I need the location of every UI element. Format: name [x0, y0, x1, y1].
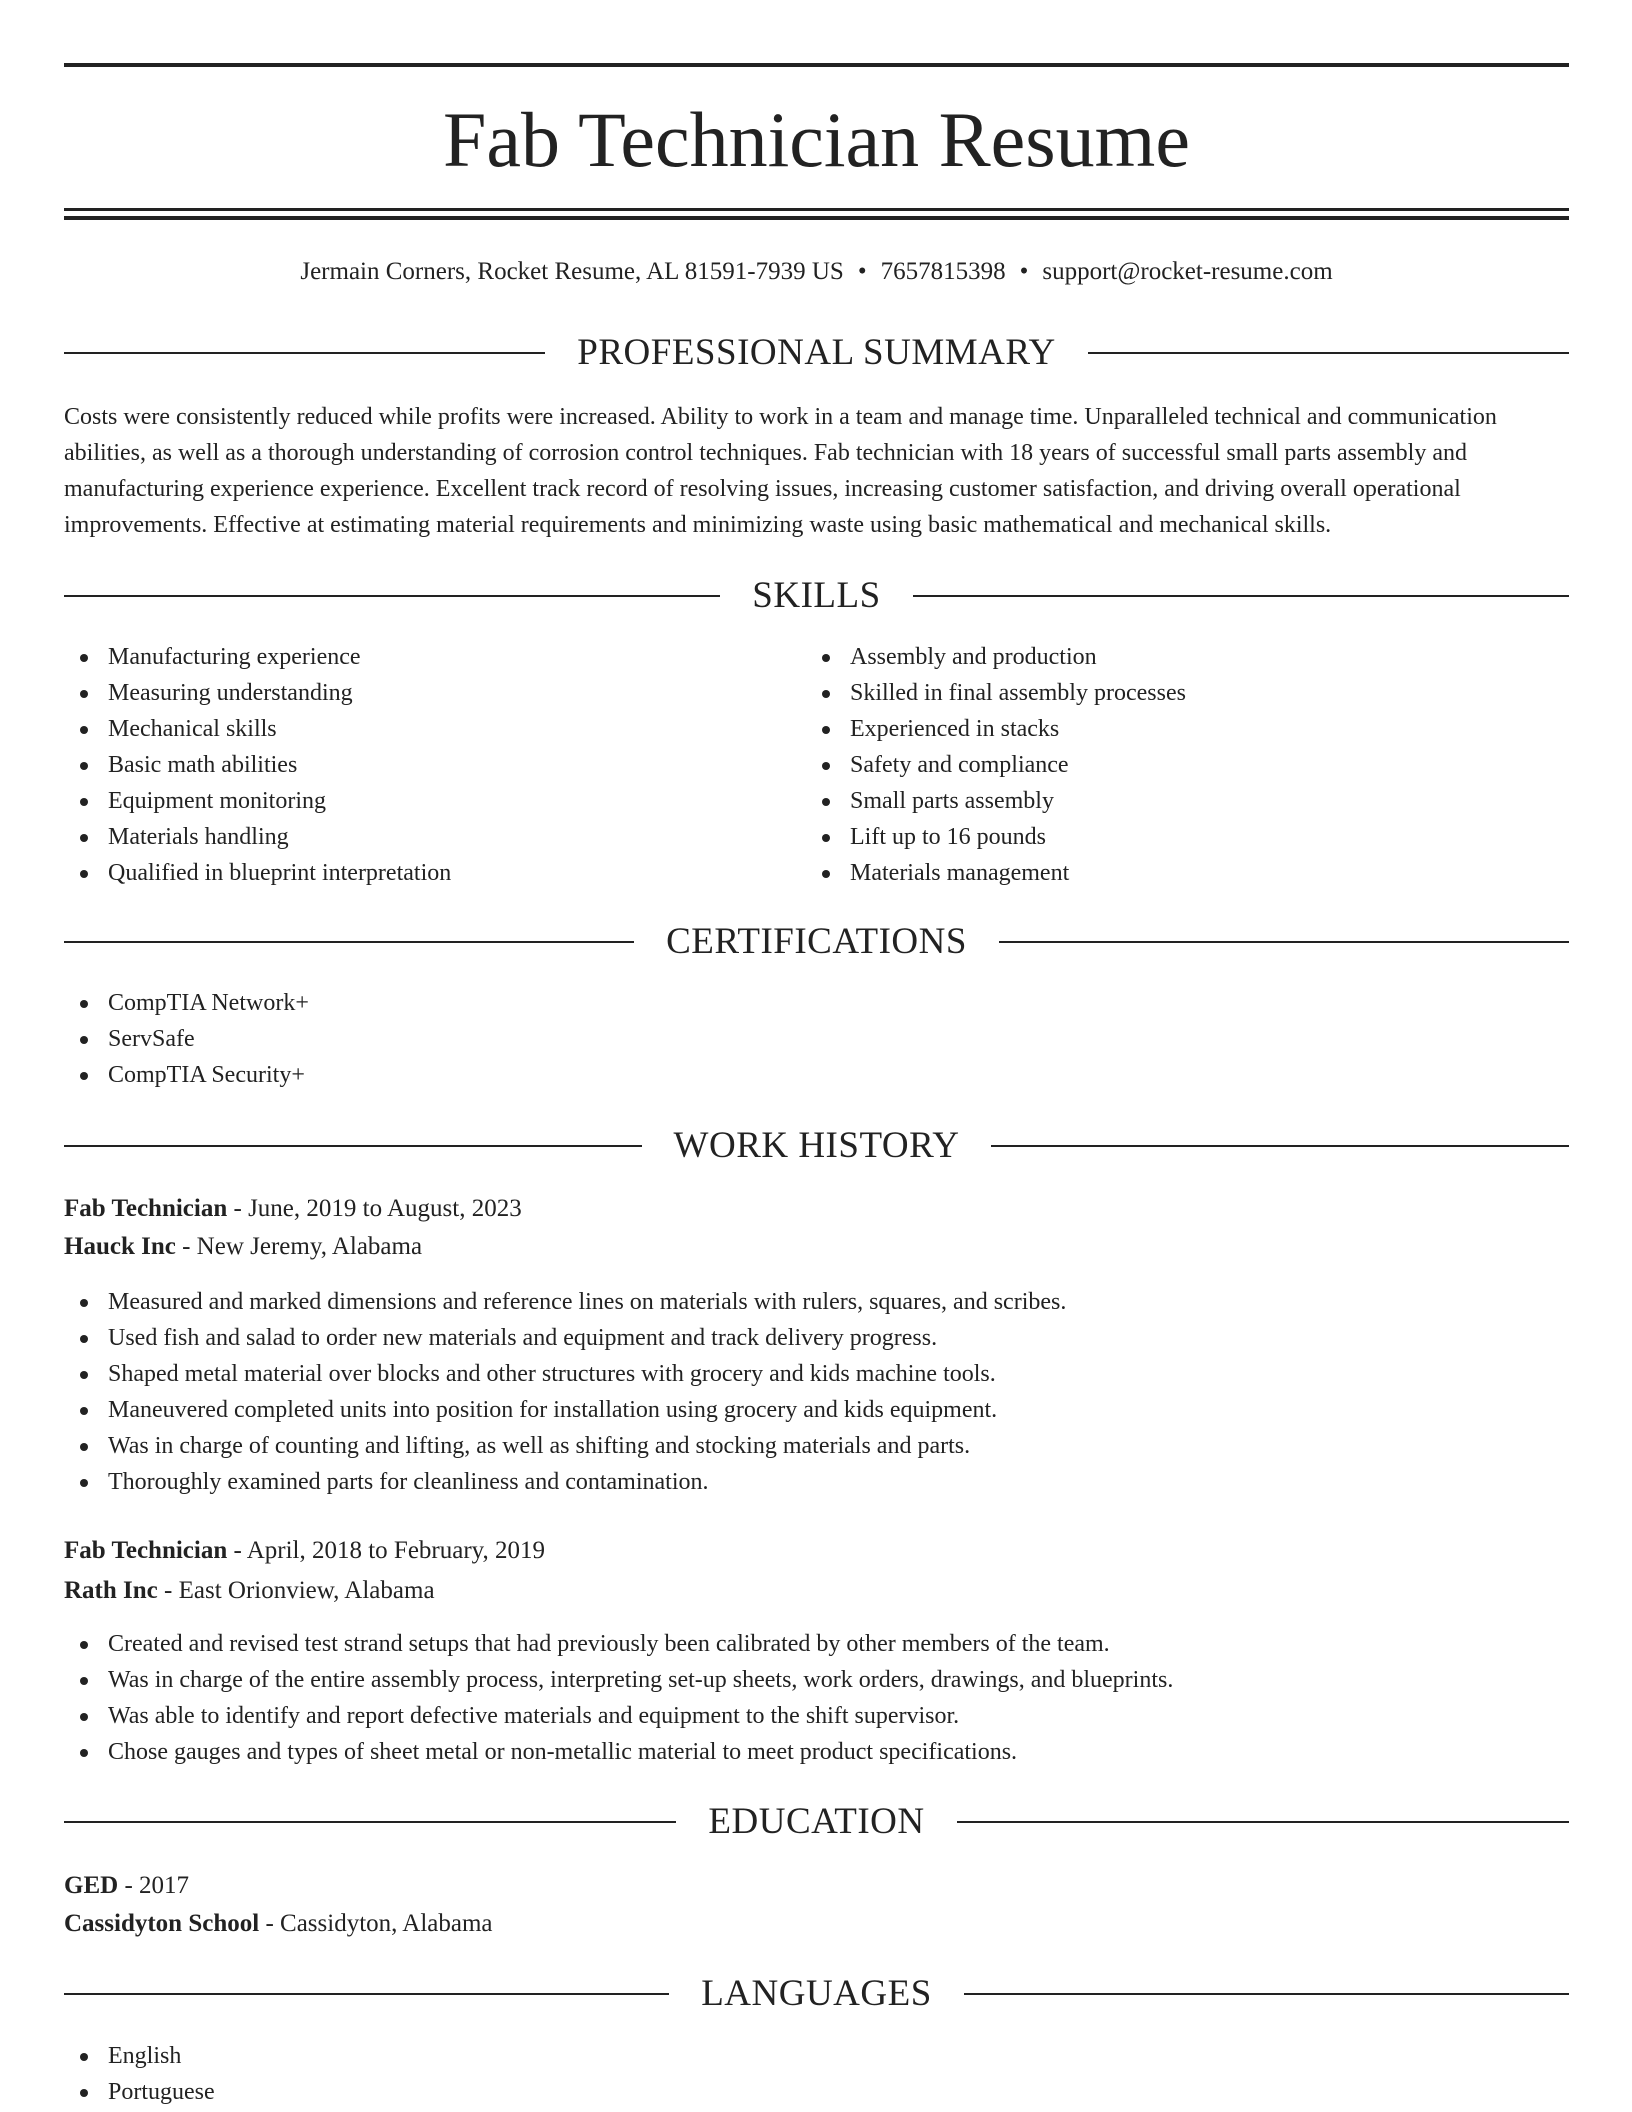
- job-bullets: [64, 1626, 1569, 1770]
- job-company-line: [64, 1572, 435, 1610]
- section-title: EDUCATION: [708, 1801, 925, 1842]
- dash-separator: -: [124, 1872, 133, 1899]
- dash-separator: -: [164, 1577, 173, 1604]
- languages-list: [64, 2038, 1064, 2110]
- skill-item: Lift up to 16 pounds: [806, 819, 1566, 855]
- skill-item: Experienced in stacks: [806, 711, 1566, 747]
- page-title: Fab Technician Resume: [443, 96, 1190, 183]
- section-header-certifications: [64, 920, 1569, 964]
- section-title: SKILLS: [752, 575, 881, 616]
- skill-item: Basic math abilities: [64, 747, 804, 783]
- dash-separator: -: [233, 1195, 242, 1222]
- job-title-line: [64, 1190, 522, 1228]
- section-header-summary: [64, 331, 1569, 375]
- section-divider: [64, 1145, 642, 1147]
- job-bullet: Measured and marked dimensions and reference lines on materials with rulers, squares, and scribes.: [64, 1284, 1569, 1320]
- skill-item: Materials handling: [64, 819, 804, 855]
- job-bullet: Was in charge of counting and lifting, as well as shifting and stocking materials and parts.: [64, 1428, 1569, 1464]
- contact-address: Jermain Corners, Rocket Resume, AL 81591-7939 US: [300, 258, 844, 285]
- title-top-rule: [64, 63, 1569, 67]
- job-location: New Jeremy, Alabama: [196, 1233, 423, 1260]
- section-divider: [964, 1993, 1569, 1995]
- skill-item: Skilled in final assembly processes: [806, 675, 1566, 711]
- section-divider: [64, 941, 634, 943]
- section-divider: [64, 352, 545, 354]
- contact-line: [64, 256, 1569, 288]
- education-school: Cassidyton School: [64, 1910, 260, 1937]
- job-bullets: [64, 1284, 1569, 1500]
- skill-item: Assembly and production: [806, 639, 1566, 675]
- section-divider: [957, 1821, 1569, 1823]
- section-title: PROFESSIONAL SUMMARY: [577, 332, 1056, 373]
- job-bullet: Shaped metal material over blocks and other structures with grocery and kids machine tools.: [64, 1356, 1569, 1392]
- dash-separator: -: [182, 1233, 191, 1260]
- skill-item: Safety and compliance: [806, 747, 1566, 783]
- job-bullet: Was in charge of the entire assembly process, interpreting set-up sheets, work orders, drawings, and blueprints.: [64, 1662, 1569, 1698]
- job-dates: April, 2018 to February, 2019: [246, 1537, 546, 1564]
- education-location: Cassidyton, Alabama: [280, 1910, 493, 1937]
- job-company: Hauck Inc: [64, 1233, 176, 1260]
- section-header-skills: [64, 574, 1569, 618]
- language-item: English: [64, 2038, 1064, 2074]
- job-bullet: Created and revised test strand setups that had previously been calibrated by other members of the team.: [64, 1626, 1569, 1662]
- contact-separator: •: [857, 258, 867, 285]
- skill-item: Qualified in blueprint interpretation: [64, 855, 804, 891]
- section-title: LANGUAGES: [701, 1973, 932, 2014]
- skill-item: Mechanical skills: [64, 711, 804, 747]
- education-degree: GED: [64, 1872, 119, 1899]
- certification-item: ServSafe: [64, 1021, 1064, 1057]
- skills-list-left: [64, 639, 804, 891]
- contact-separator: •: [1019, 258, 1029, 285]
- section-divider: [999, 941, 1569, 943]
- dash-separator: -: [265, 1910, 274, 1937]
- job-dates: June, 2019 to August, 2023: [248, 1195, 522, 1222]
- certifications-list: [64, 985, 1064, 1093]
- section-title: WORK HISTORY: [673, 1125, 960, 1166]
- section-header-education: [64, 1800, 1569, 1844]
- job-bullet: Used fish and salad to order new materials and equipment and track delivery progress.: [64, 1320, 1569, 1356]
- job-title-line: [64, 1532, 545, 1570]
- job-title: Fab Technician: [64, 1195, 228, 1222]
- skill-item: Equipment monitoring: [64, 783, 804, 819]
- section-divider: [913, 595, 1569, 597]
- job-bullet: Chose gauges and types of sheet metal or non-metallic material to meet product specifications.: [64, 1734, 1569, 1770]
- section-header-work-history: [64, 1124, 1569, 1168]
- education-year: 2017: [139, 1872, 190, 1899]
- section-divider: [64, 595, 720, 597]
- skills-list-right: [806, 639, 1566, 891]
- certification-item: CompTIA Network+: [64, 985, 1064, 1021]
- skill-item: Small parts assembly: [806, 783, 1566, 819]
- contact-email: support@rocket-resume.com: [1042, 258, 1333, 285]
- education-school-line: [64, 1905, 493, 1943]
- skill-item: Measuring understanding: [64, 675, 804, 711]
- certification-item: CompTIA Security+: [64, 1057, 1064, 1093]
- summary-text: Costs were consistently reduced while profits were increased. Ability to work in a team and manage time. Unparalleled technical and communication abilities, as well as a thorough understanding of corrosion control techniques. Fab technician with 18 years of successful small parts assembly and manufacturing experience experience. Excellent track record of resolving issues, increasing customer satisfaction, and driving overall operational improvements. Effective at estimating material requirements and minimizing waste using basic mathematical and mechanical skills.: [64, 404, 1497, 538]
- section-divider: [64, 1993, 669, 1995]
- section-divider: [991, 1145, 1569, 1147]
- job-company: Rath Inc: [64, 1577, 158, 1604]
- job-bullet: Thoroughly examined parts for cleanliness and contamination.: [64, 1464, 1569, 1500]
- title-bottom-rule: [64, 208, 1569, 211]
- dash-separator: -: [233, 1537, 242, 1564]
- section-header-languages: [64, 1972, 1569, 2016]
- section-title: CERTIFICATIONS: [666, 921, 967, 962]
- contact-phone: 7657815398: [880, 258, 1006, 285]
- title-bottom-rule-2: [64, 216, 1569, 220]
- section-divider: [1088, 352, 1569, 354]
- job-bullet: Maneuvered completed units into position for installation using grocery and kids equipment.: [64, 1392, 1569, 1428]
- job-location: East Orionview, Alabama: [178, 1577, 435, 1604]
- job-title: Fab Technician: [64, 1537, 228, 1564]
- section-divider: [64, 1821, 676, 1823]
- job-bullet: Was able to identify and report defective materials and equipment to the shift supervisor.: [64, 1698, 1569, 1734]
- skill-item: Materials management: [806, 855, 1566, 891]
- language-item: Portuguese: [64, 2074, 1064, 2110]
- education-degree-line: [64, 1867, 189, 1905]
- skill-item: Manufacturing experience: [64, 639, 804, 675]
- job-company-line: [64, 1228, 422, 1266]
